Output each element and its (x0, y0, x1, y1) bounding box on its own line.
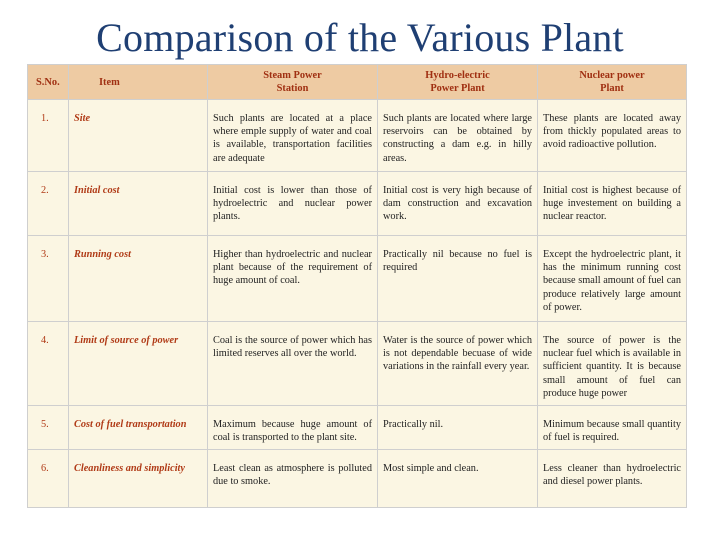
row-steam: Least clean as atmosphere is polluted due to smoke. (208, 450, 378, 508)
header-hydro (378, 65, 538, 100)
row-nuclear: Except the hydroelectric plant, it has the minimum running cost because small amount of fuel can produce relatively large amount of power. (538, 236, 687, 322)
header-sno: S.No. (28, 65, 69, 100)
row-item: Site (69, 100, 208, 172)
row-nuclear: Initial cost is highest because of huge investement on building a nuclear reactor. (538, 172, 687, 236)
row-nuclear: Minimum because small quantity of fuel is required. (538, 406, 687, 450)
table-row (28, 100, 687, 172)
row-hydro: Practically nil. (378, 406, 538, 450)
row-steam: Maximum because huge amount of coal is transported to the plant site. (208, 406, 378, 450)
row-nuclear: Less cleaner than hydroelectric and diesel power plants. (538, 450, 687, 508)
row-steam: Initial cost is lower than those of hydroelectric and nuclear power plants. (208, 172, 378, 236)
row-steam: Coal is the source of power which has limited reserves all over the world. (208, 322, 378, 406)
comparison-table (27, 64, 687, 508)
header-steam-line2: Station (276, 83, 309, 94)
header-row (28, 65, 687, 100)
header-nuclear-line1: Nuclear power (579, 70, 645, 81)
row-hydro: Initial cost is very high because of dam construction and excavation work. (378, 172, 538, 236)
header-nuclear-line2: Plant (600, 83, 624, 94)
row-steam: Such plants are located at a place where emple supply of water and coal is available, transportation facilities are adequate (208, 100, 378, 172)
table-row (28, 172, 687, 236)
row-sno: 2. (28, 172, 69, 236)
header-hydro-line1: Hydro-electric (425, 70, 490, 81)
row-item: Cost of fuel transportation (69, 406, 208, 450)
row-hydro: Such plants are located where large reservoirs can be obtained by constructing a dam e.g. in hilly areas. (378, 100, 538, 172)
row-item: Running cost (69, 236, 208, 322)
table-row (28, 450, 687, 508)
row-steam: Higher than hydroelectric and nuclear plant because of the requirement of huge amount of coal. (208, 236, 378, 322)
header-steam-line1: Steam Power (263, 70, 322, 81)
table-row (28, 236, 687, 322)
slide-title: Comparison of the Various Plant (96, 15, 624, 60)
row-sno: 6. (28, 450, 69, 508)
row-item: Initial cost (69, 172, 208, 236)
row-item: Limit of source of power (69, 322, 208, 406)
row-hydro: Most simple and clean. (378, 450, 538, 508)
row-sno: 4. (28, 322, 69, 406)
row-sno: 3. (28, 236, 69, 322)
table-body (28, 100, 687, 508)
row-item: Cleanliness and simplicity (69, 450, 208, 508)
table-header (28, 65, 687, 100)
row-sno: 1. (28, 100, 69, 172)
row-sno: 5. (28, 406, 69, 450)
row-nuclear: The source of power is the nuclear fuel which is available in sufficient quantity. It is because small amount of fuel can produce huge power (538, 322, 687, 406)
row-hydro: Practically nil because no fuel is required (378, 236, 538, 322)
table-row (28, 406, 687, 450)
row-nuclear: These plants are located away from thickly populated areas to avoid radioactive pollution. (538, 100, 687, 172)
header-nuclear (538, 65, 687, 100)
header-steam (208, 65, 378, 100)
header-item: Item (69, 65, 208, 100)
row-hydro: Water is the source of power which is not dependable becuase of wide variations in the rainfall every year. (378, 322, 538, 406)
comparison-table-container (27, 64, 686, 508)
header-hydro-line2: Power Plant (430, 83, 485, 94)
table-row (28, 322, 687, 406)
